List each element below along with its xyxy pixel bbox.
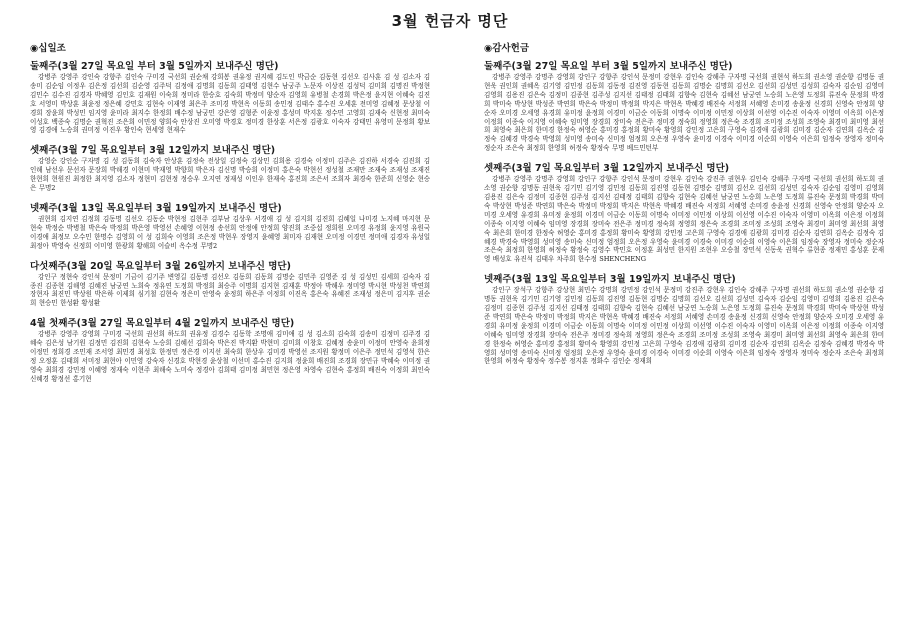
page-title: 3월 헌금자 명단 [391, 12, 509, 30]
week-heading: 넷째주(3월 13일 목요일부터 3월 19일까지 보내주신 명단) [30, 202, 282, 214]
name-list: 권현희 김지연 김정희 김동명 김선오 김동순 박현정 김현주 김부남 김상우 서경애 김 성 김지희 김진희 김혜일 나미경 노지혜 마지현 문현숙 박정순 박병철 박은숙 박정희 박은영 박영선 손혜영 이현정 송선희 안정애 안정희 양진희 조중섭 정희원 오미경 유정희 윤지영 유원국 이경애 최정모 오수민 한명수 김영희 이 성 김희숙 이영희 조은정 박현우 장영지 윤혜영 최미자 김재현 오미정 이경민 정미애 김경자 유성일 최정아 박영숙 신정희 이미영 한광희 황해희 이슬비 옥수정 무명2 [30, 214, 430, 250]
week-heading: 셋째주(3월 7일 목요일부터 3월 12일까지 보내주신 명단) [484, 163, 730, 175]
week-heading: 4월 첫째주(3월 27일 목요일부터 4월 2일까지 보내주신 명단) [30, 318, 295, 330]
name-list: 강영순 강인순 구자명 김 성 김동희 김숙자 안상훈 김정숙 전상일 김정숙 김상민 김희용 김경숙 이정미 김주은 김진하 서경숙 김진희 김인해 남선우 문선자 문장희 박해경 이현미 박재영 박향희 박은자 김신명 박승희 이정미 홍은숙 박현선 정성철 조재만 조재숙 조재성 조재진 한현희 현원진 최정한 최지영 김소자 정현미 김현정 정승우 오지연 정재성 이인우 한재숙 홍진희 조은서 조희자 최경숙 한준희 신영순 현승은 무명2 [30, 157, 430, 193]
name-list: 강인구 장석구 강향주 강상현 최민수 강명희 강민정 강인석 문정미 강진주 강현우 김인숙 강해주 구자명 권선희 하도희 권소영 권순향 김명동 권현욱 김기민 김기영 김민정 김동희 김진영 김동현 김명순 김명희 김선오 김선희 김성민 김숙자 김순임 김영미 김영희 김용진 김은숙 김정미 김종현 김주성 김지선 김태정 김태희 김향숙 김현숙 김혜선 남궁연 노승희 노은영 도정희 류진숙 문정희 박경희 박미숙 박상현 박성준 박연희 박은숙 박정미 박정희 박지은 박현옥 박혜경 배진숙 서정희 서혜영 손미경 송윤정 신경희 신영숙 안정희 양순자 오미경 오세영 유경희 유미정 윤정희 이경미 이금순 이동희 이명숙 이미정 이민정 이상희 이선영 이수진 이숙자 이영미 이옥희 이은정 이정희 이종숙 이지영 이혜숙 임미영 장경희 장미숙 전은주 정미경 정숙희 정영희 정은숙 조경희 조미정 조성희 조영숙 최경미 최미영 최선희 최영숙 최은희 한미경 한정숙 허영순 홍미경 홍정희 황미숙 황영희 강민정 고은희 구영숙 김경애 김광희 김미경 김순자 김연희 김옥순 김정숙 김혜경 박경숙 박영희 성미영 송미숙 신미정 엄정희 오은정 우영숙 윤미경 이경숙 이미경 이순희 이영숙 이은희 임정숙 장영자 정미숙 정순자 조은숙 최정희 한영희 허정숙 황정숙 정수봉 정지훈 정화수 김인순 정재희 [484, 286, 884, 366]
tithe-week-section [30, 258, 430, 309]
week-heading: 다섯째주(3월 20일 목요일부터 3월 26일까지 보내주신 명단) [30, 260, 291, 272]
thanksgiving-week-section [484, 58, 884, 153]
tithe-week-section [30, 142, 430, 193]
week-heading: 넷째주(3월 13일 목요일부터 3월 19일까지 보내주신 명단) [484, 274, 736, 286]
name-list: 강병주 강영주 강영희 구미경 국선희 권선희 하도희 권유정 김경수 김동학 조명애 김미애 김 성 김소희 김숙희 김송미 김정미 김주경 김혜숙 김은성 남기원 김정민 김진희 김현숙 노승희 김혜선 김희숙 박은진 박지환 박현미 김미희 이창호 김혜정 송윤미 이정미 안영숙 윤희정 이정민 정희경 조민재 조서영 최민경 최성호 한정민 정은경 이지선 최숙희 한상우 김미경 박영선 조지원 황정미 이은주 정민석 김영석 한은정 오정훈 김태희 서미정 최현아 이민영 강숙자 신경호 박현경 윤상철 이선미 홍수진 김지희 정윤희 배진희 조경희 장민규 박혜숙 이미정 권영숙 최희경 강민정 이혜영 정재숙 이현주 최해숙 노미숙 정경아 김희태 김미정 최민현 정은영 차영숙 김현숙 홍정희 배진숙 이정희 최인숙 신혜경 황정선 홍기현 [30, 330, 430, 383]
name-list: 강병주 강영주 강인숙 강향주 김인숙 구미경 국선희 권순채 강희봉 권유정 권지혜 김도인 박금순 김동현 김선오 김사훈 김 성 김소자 김송미 김순임 이정우 김은정 김선희 김순영 김주덕 김정애 김명희 김동희 김태영 김현수 남궁주 노문자 이상진 김성덕 김미희 김명진 박정현 김민수 김수진 김경자 박혜영 김인호 김재원 이숙희 정미라 한승호 김숙희 박정미 양순자 김영희 유병철 손경희 박은정 윤지현 이혜숙 김진호 서영미 박상훈 최윤정 정은혜 강민호 김현숙 이재영 최은주 조미경 박현옥 이동희 송민정 김태수 홍수진 오세훈 전미영 김혜정 문상철 이경희 장윤희 박성민 임지영 윤미라 최지수 한정희 배수정 남궁민 강은영 김형준 이윤정 홍성미 박지훈 정수민 고영희 김재숙 신현정 최미숙 이성호 백종숙 김명순 권혁진 조은희 이민정 양희숙 안상진 오미영 박경호 정미경 한상훈 서은정 김광호 이숙자 강태민 유영미 문정희 황보영 김경애 노승희 권미정 이진우 황인숙 현세영 현재수 [30, 73, 430, 135]
week-heading: 셋째주(3월 7일 목요일부터 3월 12일까지 보내주신 명단) [30, 145, 276, 157]
tithe-column [30, 40, 430, 391]
tithe-week-section [30, 315, 430, 383]
thanksgiving-heading: ◉감사헌금 [484, 43, 529, 54]
week-heading: 둘째주(3월 27일 목요일 부터 3월 5일까지 보내주신 명단) [484, 61, 733, 72]
name-list: 강병주 강영주 강명주 강영희 강인구 강향주 강인석 문정미 강현우 김인숙 강진주 권현우 김인숙 강해주 구자명 국선희 권선희 하도희 권소영 권순향 김명동 권현욱 김기민 김기영 김민정 김동희 김진영 김동현 김명순 김명희 김선오 김선희 김성민 김숙자 김순임 김영미 김영희 김용진 김은숙 김정미 김종현 김주성 김지선 김태정 김태희 김향숙 김현숙 김혜선 남궁연 노승희 노은영 도정희 류진숙 문정희 박경희 박미숙 박상현 박성준 박연희 박은숙 박정미 박정희 박지은 박현옥 박혜경 배진숙 서정희 서혜영 손미경 송윤정 신경희 신영숙 안정희 양순자 오미경 오세영 유경희 유미정 윤정희 이경미 이금순 이동희 이명숙 이미정 이민정 이상희 이선영 이수진 이숙자 이영미 이옥희 이은정 이정희 이종숙 이지영 이혜숙 임미영 장경희 장미숙 전은주 정미경 정숙희 정영희 정은숙 조경희 조미정 조성희 조영숙 최경미 최미영 최선희 최영숙 최은희 한미경 한정숙 허영순 홍미경 홍정희 황미숙 황영희 강민정 고은희 구영숙 김경애 김광희 김미경 김순자 김연희 김옥순 김정숙 김혜경 박경숙 박영희 성미영 송미숙 신미정 엄정희 오은정 우영숙 윤미경 이경숙 이미경 이순희 이영숙 이은희 임정숙 장영자 정미숙 정순자 조은숙 최정희 한영희 허정숙 황정숙 김영수 박민호 이정훈 최성민 한지원 조현우 오승철 장민석 신동욱 권혁수 류현종 정재민 홍성훈 문재영 배성호 유진석 김태우 차주희 한수정 SHENCHENG [484, 175, 884, 264]
thanksgiving-column [484, 40, 884, 373]
tithe-week-section [30, 200, 430, 251]
week-heading: 둘째주(3월 27일 목요일 부터 3월 5일까지 보내주신 명단) [30, 61, 279, 72]
tithe-heading: ◉십일조 [30, 43, 66, 54]
name-list: 강병주 강영주 강명주 강영희 강인구 강향주 강인석 문정미 강현우 김인숙 강해주 구자명 국선희 권현석 하도희 권소영 권순향 김명동 권현욱 권인희 권혜옥 김기영 김민정 김동희 김동정 김진영 김동현 김동희 김명순 김명희 김선오 김선희 김성민 김성희 김숙자 김순임 김영미 김영희 김용진 김은숙 김정미 김종현 김주성 김지선 김태정 김태희 김향숙 김현숙 김혜선 남궁연 노승희 노은영 도정희 류진숙 문정희 박경희 박미숙 박상현 박성준 박연희 박은숙 박정미 박정희 박지은 박현옥 박혜경 배진숙 서정희 서혜영 손미경 송윤정 신경희 신영숙 안정희 양순자 오미경 오세영 유경희 유미정 윤정희 이경미 이금순 이동희 이명숙 이미정 이민정 이상희 이선영 이수진 이숙자 이영미 이옥희 이은정 이정희 이종숙 이지영 이혜숙 임미영 장경희 장미숙 전은주 정미경 정숙희 정영희 정은숙 조경희 조미정 조성희 조영숙 최경미 최미영 최선희 최영숙 최은희 한미경 한정숙 허영순 홍미경 홍정희 황미숙 황영희 강민정 고은희 구영숙 김경애 김광희 김미경 김순자 김연희 김옥순 김정숙 김혜경 박경숙 박영희 성미영 송미숙 신미정 엄정희 오은정 우영숙 윤미경 이경숙 이미경 이순희 이영숙 이은희 임정숙 장영자 정미숙 정순자 조은숙 최정희 한영희 허정숙 황정숙 무명 베드민턴부 [484, 73, 884, 153]
tithe-week-section [30, 58, 430, 135]
thanksgiving-week-section [484, 160, 884, 264]
name-list: 강인구 정현숙 강인석 문정미 기금이 김기주 변영길 김동명 김선오 김동희 김동희 김명순 김민주 김영준 김 성 김성민 김세희 김숙자 김종진 김종현 김해영 김혜진 남궁연 노희숙 정유연 도정희 박정희 최승주 이명희 김지현 김재훈 박정아 박해우 정미영 박시현 박성천 박연희 장현자 최진민 박상원 박은하 이제희 심기철 김현숙 정은미 안영숙 윤정희 하은주 이정희 이진옥 홍은숙 유혜진 조재성 정은미 김지후 권순희 현승민 한성환 황성환 [30, 272, 430, 308]
thanksgiving-week-section [484, 271, 884, 366]
